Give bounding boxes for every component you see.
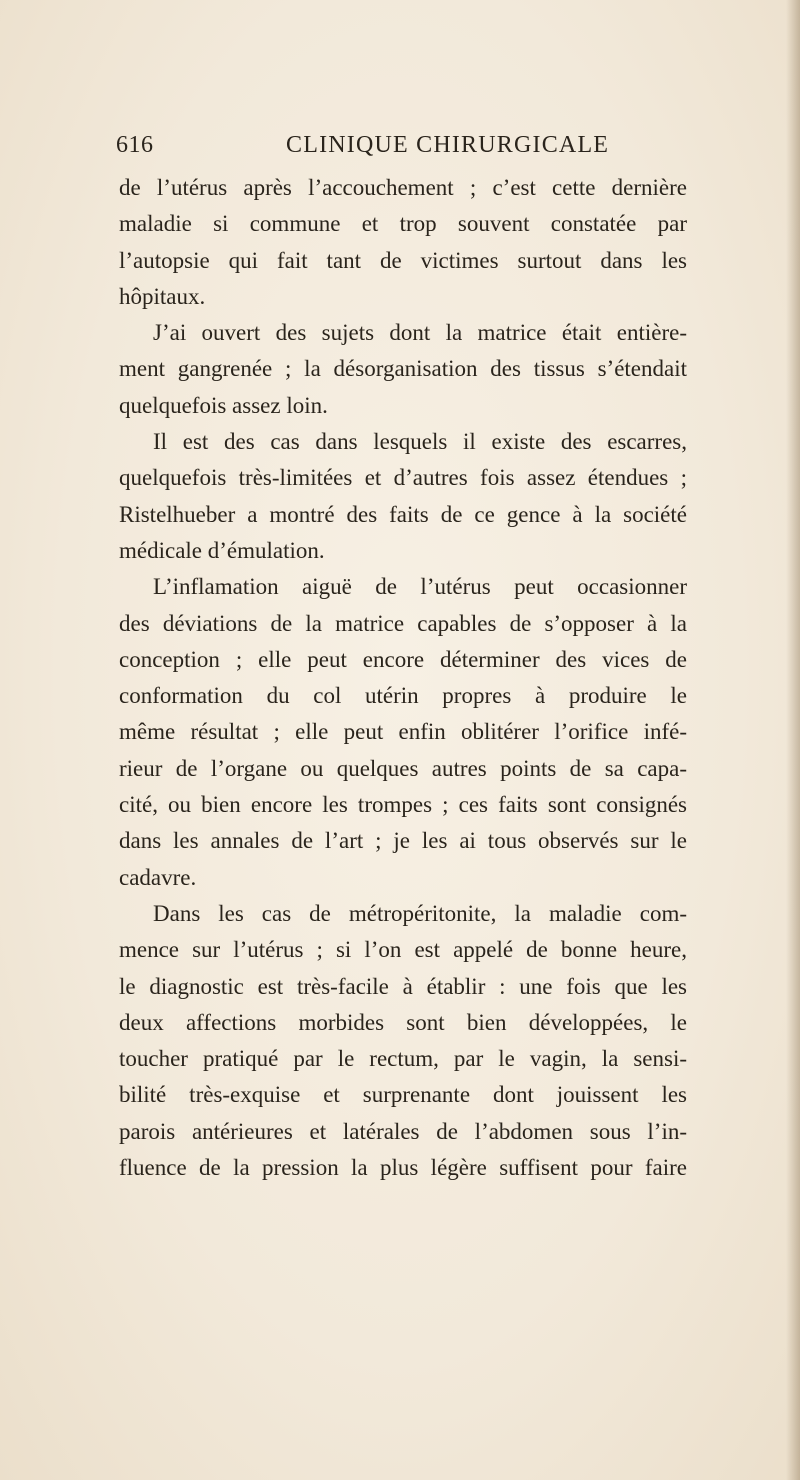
text-line: hôpitaux. [119,283,206,309]
page-header [116,132,688,166]
text-line: le diagnostic est très-facile à établir : une fois que les [119,973,687,999]
text-line: conformation du col utérin propres à produire le [119,683,687,709]
text-line: bilité très-exquise et surprenante dont jouissent les [119,1082,687,1108]
text-line: même résultat ; elle peut enfin oblitérer l’orifice infé- [119,719,687,745]
text-line: Il est des cas dans lesquels il existe des escarres, [153,429,687,455]
text-line: Dans les cas de métropéritonite, la maladie com- [153,900,687,926]
text-line: mence sur l’utérus ; si l’on est appelé de bonne heure, [119,937,687,963]
page-edge-shadow [786,0,800,1480]
text-line: parois antérieures et latérales de l’abdomen sous l’in- [119,1118,687,1144]
page-number: 616 [116,132,154,158]
text-line: rieur de l’organe ou quelques autres points de sa capa- [119,755,687,781]
text-line: L’inflamation aiguë de l’utérus peut occasionner [153,574,687,600]
text-line: dans les annales de l’art ; je les ai tous observés sur le [119,828,687,854]
text-line: toucher pratiqué par le rectum, par le vagin, la sensi- [119,1046,687,1072]
text-line: quelquefois assez loin. [119,392,328,418]
text-line: J’ai ouvert des sujets dont la matrice était entière- [153,320,687,346]
text-line: maladie si commune et trop souvent constatée par [119,211,687,237]
text-line: des déviations de la matrice capables de s’opposer à la [119,610,687,636]
body-text [119,170,687,1186]
text-line: Ristelhueber a montré des faits de ce gence à la société [119,501,687,527]
text-line: cité, ou bien encore les trompes ; ces faits sont consignés [119,792,687,818]
running-title: CLINIQUE CHIRURGICALE [286,132,610,158]
text-line: quelquefois très-limitées et d’autres fois assez étendues ; [119,465,687,491]
text-line: deux affections morbides sont bien développées, le [119,1009,687,1035]
text-line: cadavre. [119,864,197,890]
text-line: de l’utérus après l’accouchement ; c’est cette dernière [119,175,687,200]
text-line: conception ; elle peut encore déterminer des vices de [119,646,687,672]
text-line: ment gangrenée ; la désorganisation des tissus s’étendait [119,356,687,382]
text-line: l’autopsie qui fait tant de victimes surtout dans les [119,247,687,273]
text-line: médicale d’émulation. [119,537,325,563]
text-line: fluence de la pression la plus légère suffisent pour faire [119,1155,687,1181]
